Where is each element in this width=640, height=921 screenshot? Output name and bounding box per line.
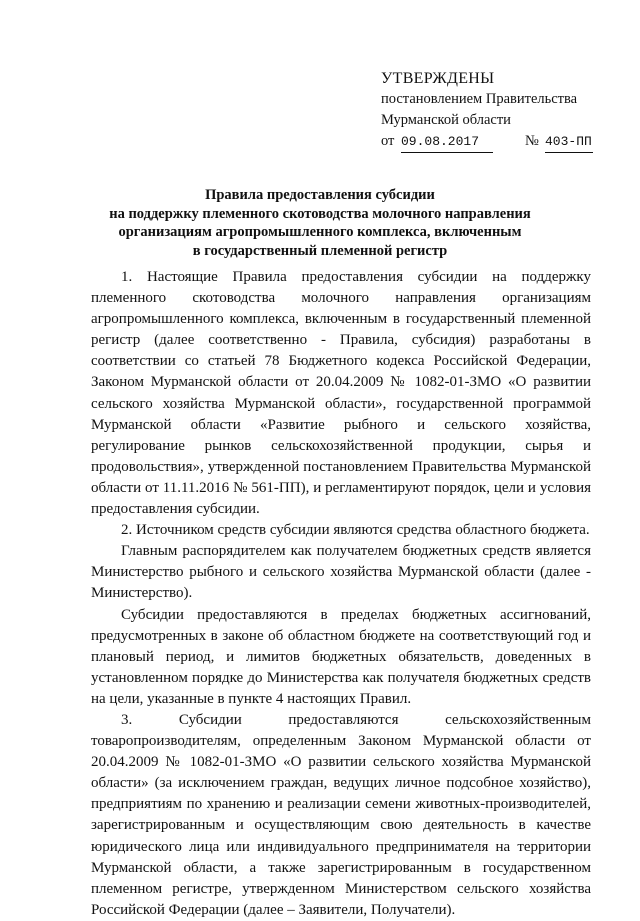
paragraph-3: Главным распорядителем как получателем бюджетных средств является Министерство рыбного и сельского хозяйства Мурманской области (далее - Министерство). [91,543,591,602]
approval-date-line [381,131,601,152]
paragraph-5: 3. Субсидии предоставляются сельскохозяйственным товаропроизводителям, определенным Законом Мурманской области от 20.04.2009 № 1082-01-ЗМО «О развитии сельского хозяйства Мурманской области» (за исключением граждан, ведущих личное подсобное хозяйство), предприятиям по хранению и реализации семени животных-производителей, зарегистрированным и осуществляющим свою деятельность в качестве юридического лица или индивидуального предпринимателя на территории Мурманской области, а также зарегистрированным в государственном племенном регистре, утвержденном Министерством сельского хозяйства Российской Федерации (далее – Заявители, Получатели). [91,711,591,918]
paragraph-2: 2. Источником средств субсидии являются средства областного бюджета. [121,522,590,539]
title-line-1: Правила предоставления субсидии [205,187,435,203]
document-body [91,267,591,921]
title-line-4: в государственный племенной регистр [192,242,448,259]
paragraph-1: 1. Настоящие Правила предоставления субсидии на поддержку племенного скотоводства молочного направления организациям агропромышленного комплекса, включенным в государственный племенной регистр (далее соответственно - Правила, субсидия) разработаны в соответствии со статьей 78 Бюджетного кодекса Российской Федерации, Законом Мурманской области от 20.04.2009 № 1082-01-ЗМО «О развитии сельского хозяйства Мурманской области», государственной программой Мурманской области «Развитие рыбного и сельского хозяйства, регулирование рынков сельскохозяйственной продукции, сырья и продовольствия», утвержденной постановлением Правительства Мурманской области от 11.11.2016 № 561-ПП), и регламентируют порядок, цели и условия предоставления субсидии. [91,269,591,518]
title-line-2: на поддержку племенного скотоводства молочного направления [109,205,531,222]
approval-heading: УТВЕРЖДЕНЫ [381,70,495,87]
document-title [60,186,580,260]
title-line-3: организациям агропромышленного комплекса, включенным [118,224,522,240]
approval-line-1: постановлением Правительства [381,91,578,107]
date-prefix: от [381,133,395,149]
paragraph-4: Субсидии предоставляются в пределах бюджетных ассигнований, предусмотренных в законе об областном бюджете на соответствующий год и плановый период, и лимитов бюджетных обязательств, доведенных в установленном порядке до Министерства как получателя бюджетных средств на цели, указанные в пункте 4 настоящих Правил. [91,606,591,707]
approval-line-2: Мурманской области [381,112,511,128]
approval-number: 403-ПП [545,131,593,153]
number-prefix: № [525,133,539,149]
approval-stamp [381,68,601,152]
approval-date: 09.08.2017 [401,131,493,153]
